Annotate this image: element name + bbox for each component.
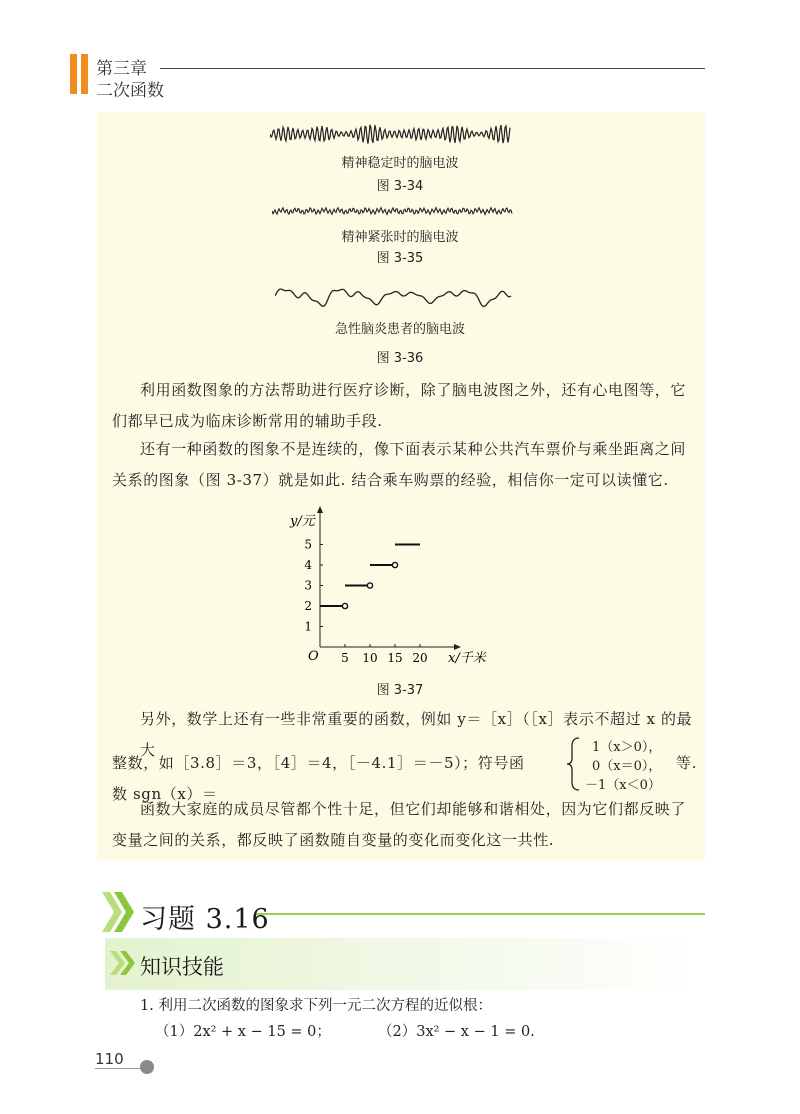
paragraph-line: 函数大家庭的成员尽管都个性十足，但它们却能够和谐相处，因为它们都反映了 [140, 800, 687, 818]
x-tick-label: 15 [387, 651, 403, 665]
y-tick-label: 4 [304, 558, 312, 572]
figure-label: 精神紧张时的脑电波 [341, 230, 459, 245]
paragraph-line: 们都早已成为临床诊断常用的辅助手段. [112, 412, 383, 430]
question-1: 1. 利用二次函数的图象求下列一元二次方程的近似根： [140, 998, 492, 1014]
page-number-rule [95, 1068, 145, 1069]
chapter-subtitle: 二次函数 [96, 81, 164, 101]
y-axis-label: y/元 [290, 514, 315, 529]
paragraph-line: 利用函数图象的方法帮助进行医疗诊断，除了脑电波图之外，还有心电图等，它 [140, 381, 687, 399]
question-1-part-1: （1）2x² + x − 15 = 0； [155, 1024, 331, 1040]
x-axis-arrow [454, 644, 461, 650]
eeg-wave-encephalitis [275, 278, 515, 312]
section-title: 知识技能 [140, 955, 224, 979]
y-tick-label: 3 [304, 578, 312, 593]
figure-number: 图 3-37 [376, 683, 424, 698]
x-axis-label: x/千米 [448, 651, 486, 666]
eeg-wave-calm [270, 120, 515, 150]
sgn-case-negative: －1（x＜0） [585, 778, 661, 793]
open-endpoint [392, 562, 397, 567]
exercise-title: 习题 3.16 [140, 904, 270, 935]
x-tick-label: 10 [362, 651, 378, 665]
paragraph-line: 还有一种函数的图象不是连续的，像下面表示某种公共汽车票价与乘坐距离之间 [140, 440, 687, 458]
header-rule [160, 68, 705, 69]
eeg-wave-tense [272, 203, 517, 219]
y-tick-label: 5 [304, 537, 312, 552]
chapter-title: 第三章 [96, 59, 147, 79]
bus-fare-step-chart [280, 505, 510, 675]
chapter-marker-bar [81, 54, 88, 94]
y-axis-arrow [317, 506, 323, 513]
x-tick-label: 20 [412, 651, 428, 665]
open-endpoint [342, 603, 347, 608]
question-1-part-2: （2）3x² − x − 1 = 0. [378, 1024, 535, 1040]
page-number-dot [140, 1060, 154, 1074]
y-tick-label: 1 [304, 619, 312, 634]
paragraph-line: 整数，如［3.8］＝3，［4］＝4，［－4.1］＝－5）；符号函数 sgn（x）＝ [112, 754, 525, 803]
page-number: 110 [95, 1050, 124, 1068]
paragraph-line: 等. [676, 754, 697, 772]
figure-number: 图 3-34 [376, 179, 424, 194]
chevron-right-icon [108, 948, 140, 978]
x-tick-label: 5 [341, 651, 349, 665]
sgn-case-positive: 1（x＞0）， [592, 740, 662, 755]
paragraph-line: 另外，数学上还有一些非常重要的函数，例如 y＝［x］（［x］表示不超过 x 的最大 [140, 710, 693, 759]
exercise-rule [255, 913, 705, 915]
open-endpoint [367, 583, 372, 588]
paragraph-line: 关系的图象（图 3-37）就是如此. 结合乘车购票的经验，相信你一定可以读懂它. [112, 471, 669, 489]
origin-label: O [308, 649, 319, 664]
figure-number: 图 3-36 [376, 351, 424, 366]
sgn-case-zero: 0（x＝0）， [592, 759, 662, 774]
left-brace-icon [566, 736, 582, 792]
figure-number: 图 3-35 [376, 251, 424, 266]
chapter-marker-bar [70, 54, 77, 94]
figure-label: 急性脑炎患者的脑电波 [334, 322, 465, 337]
y-tick-label: 2 [304, 599, 312, 613]
figure-label: 精神稳定时的脑电波 [341, 156, 459, 171]
chevron-right-icon [100, 888, 140, 938]
paragraph-line: 变量之间的关系，都反映了函数随自变量的变化而变化这一共性. [112, 831, 555, 849]
